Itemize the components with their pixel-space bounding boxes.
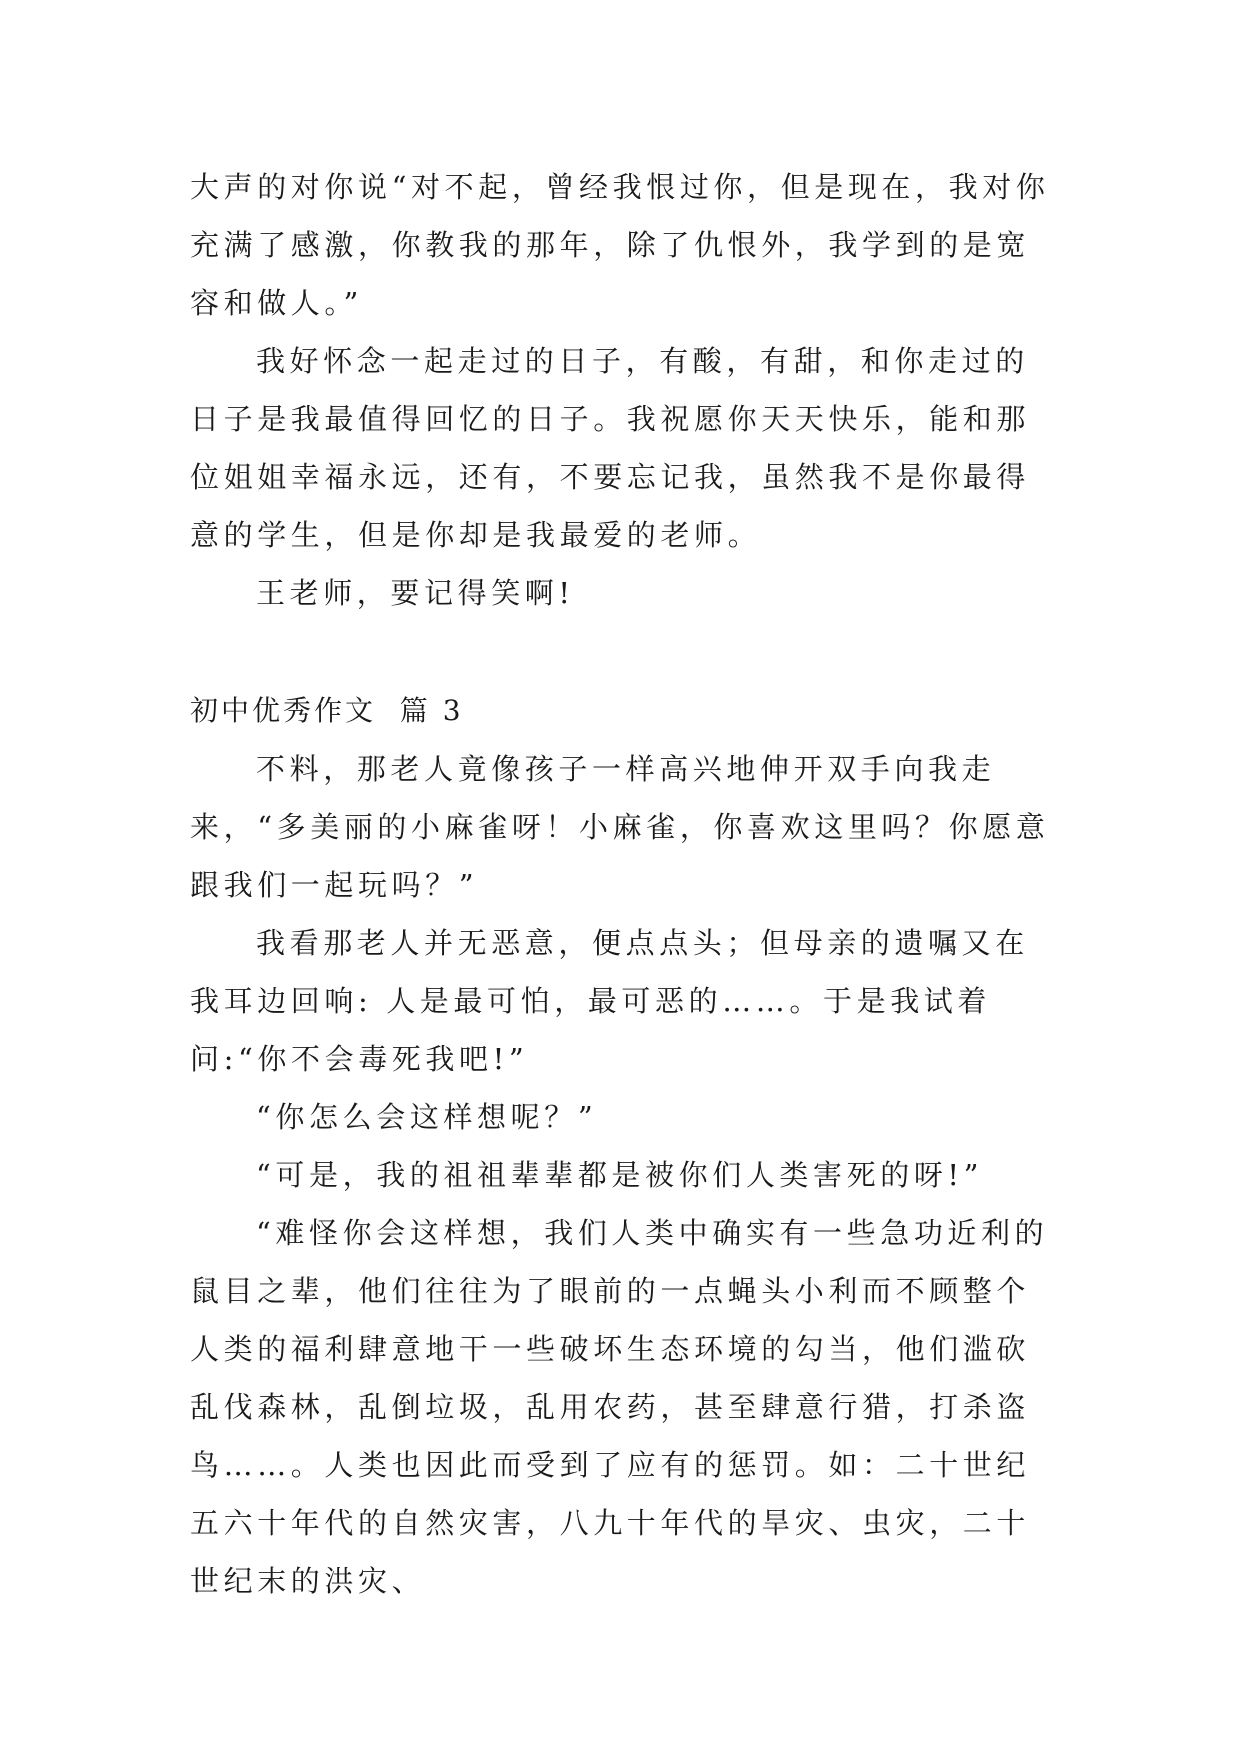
paragraph-explanation: “难怪你会这样想，我们人类中确实有一些急功近利的鼠目之辈，他们往往为了眼前的一点蝇头小利而不顾整个人类的福利肆意地干一些破坏生态环境的勾当，他们滥砍乱伐森林，乱倒垃圾，乱用农药，甚至肆意行猎，打杀盗鸟……。人类也因此而受到了应有的惩罚。如：二十世纪五六十年代的自然灾害，八九十年代的旱灾、虫灾，二十世纪末的洪灾、 [190,1216,1049,1598]
paragraph-mother-warning: 我看那老人并无恶意，便点点头；但母亲的遗嘱又在我耳边回响: 人是最可怕，最可恶的……。于是我试着问:“你不会毒死我吧!” [190,926,1029,1076]
essay-section-3 [190,682,1060,1610]
paragraph-question: “你怎么会这样想呢？” [256,1100,598,1134]
paragraph-old-man: 不料，那老人竟像孩子一样高兴地伸开双手向我走来，“多美丽的小麻雀呀！小麻雀，你喜欢这里吗？你愿意跟我们一起玩吗？” [190,752,1050,902]
paragraph-apology: 大声的对你说“对不起，曾经我恨过你，但是现在，我对你充满了感激，你教我的那年，除了仇恨外，我学到的是宽容和做人。” [190,170,1050,320]
paragraph-memories: 我好怀念一起走过的日子，有酸，有甜，和你走过的日子是我最值得回忆的日子。我祝愿你天天快乐，能和那位姐姐幸福永远，还有，不要忘记我，虽然我不是你最得意的学生，但是你却是我最爱的老师。 [190,344,1031,552]
essay-section-ending [190,158,1060,622]
essay-heading: 初中优秀作文 篇 3 [190,694,464,727]
paragraph-ancestors: “可是，我的祖祖辈辈都是被你们人类害死的呀!” [256,1158,984,1192]
paragraph-closing: 王老师，要记得笑啊! [256,576,575,610]
